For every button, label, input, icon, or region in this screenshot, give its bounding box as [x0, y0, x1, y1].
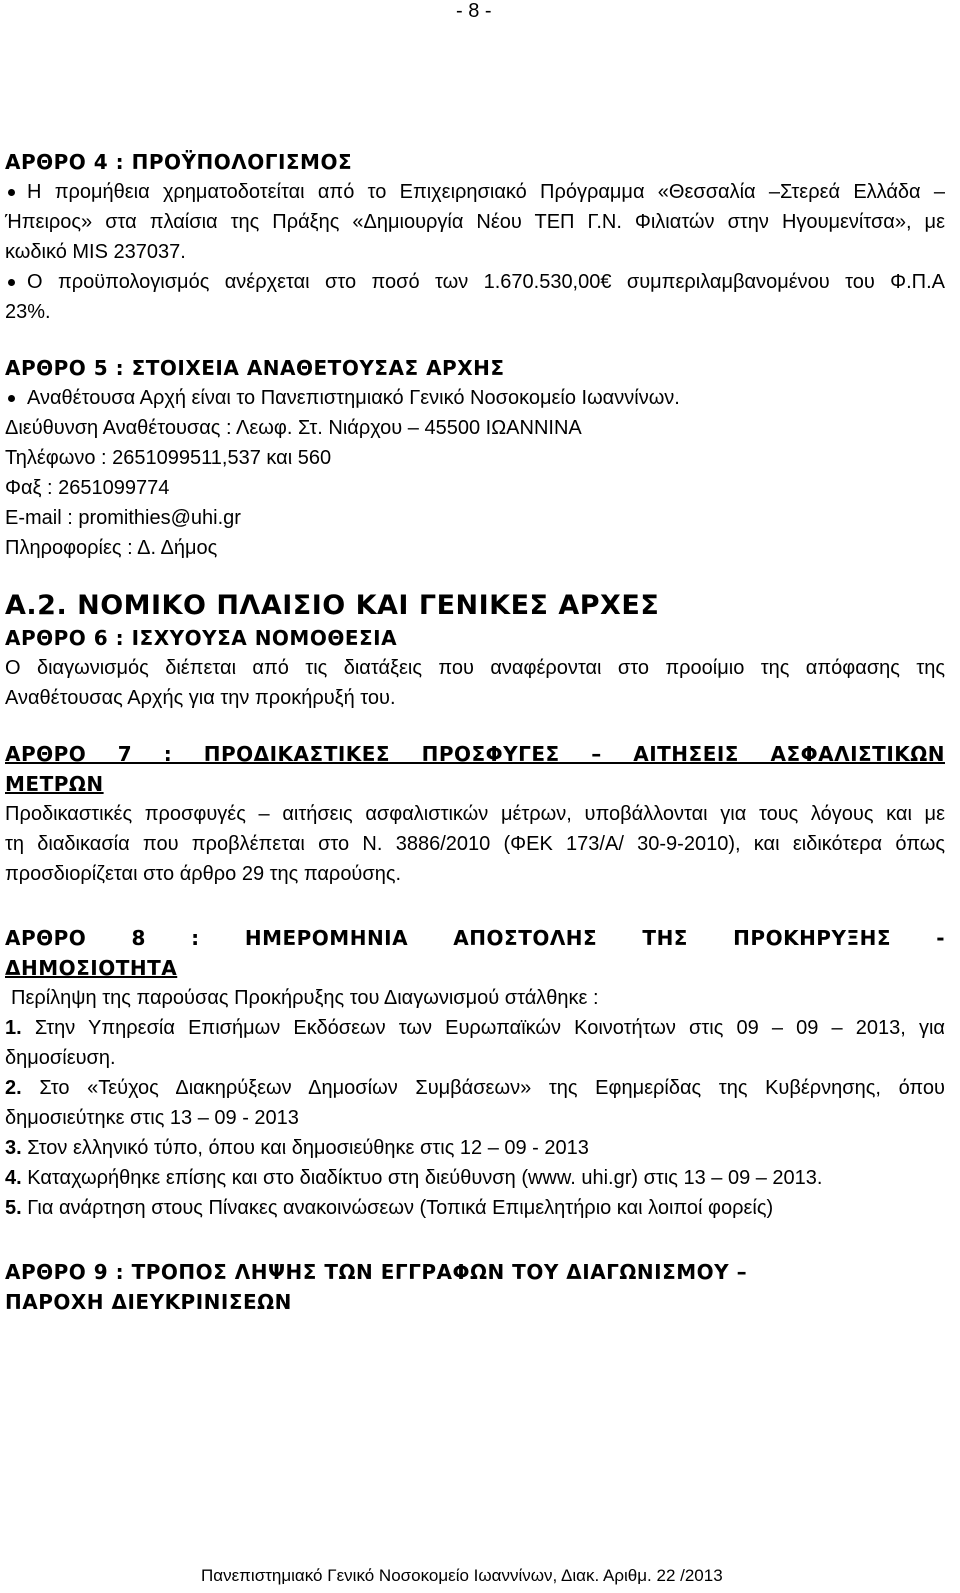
- article-5-bullet: [5, 383, 945, 413]
- item-number: 5.: [5, 1197, 22, 1219]
- item-4: [5, 1163, 945, 1193]
- item-2: [5, 1073, 945, 1133]
- article-9-heading: ΑΡΘΡΟ 9 : ΤΡΟΠΟΣ ΛΗΨΗΣ ΤΩΝ ΕΓΓΡΑΦΩΝ ΤΟΥ ΔΙΑΓΩΝΙΣΜΟΥ –: [5, 1260, 748, 1284]
- bullet-icon: [8, 189, 15, 196]
- page-footer: Πανεπιστημιακό Γενικό Νοσοκομείο Ιωαννίνων, Διακ. Αριθμ. 22 /2013: [201, 1566, 723, 1585]
- text-line: 23%.: [5, 301, 51, 323]
- text-line: Αναθέτουσα Αρχή είναι το Πανεπιστημιακό Γενικό Νοσοκομείο Ιωαννίνων.: [27, 387, 680, 409]
- page-number: - 8 -: [456, 0, 492, 22]
- text-line: Ο διαγωνισμός διέπεται από τις διατάξεις που αναφέρονται στο προοίμιο της απόφασης της: [5, 657, 945, 679]
- article-8-heading-cont: [5, 953, 945, 983]
- item-text: Για ανάρτηση στους Πίνακες ανακοινώσεων (Τοπικά Επιμελητήριο και λοιποί φορείς): [27, 1197, 774, 1219]
- item-text: Στο «Τεύχος Διακηρύξεων Δημοσίων Συμβάσεων» της Εφημερίδας της Κυβέρνησης, όπου: [39, 1077, 945, 1099]
- phone-line: Τηλέφωνο : 2651099511,537 και 560: [5, 447, 332, 469]
- fax-line: Φαξ : 2651099774: [5, 477, 170, 499]
- article-7-heading-cont: [5, 769, 945, 799]
- article-5-heading: ΑΡΘΡΟ 5 : ΣΤΟΙΧΕΙΑ ΑΝΑΘΕΤΟΥΣΑΣ ΑΡΧΗΣ: [5, 356, 505, 380]
- text-line: Αναθέτουσας Αρχής για την προκήρυξή του.: [5, 687, 396, 709]
- text-line: κωδικό MIS 237037.: [5, 241, 186, 263]
- article-4-heading: ΑΡΘΡΟ 4 : ΠΡΟΫΠΟΛΟΓΙΣΜΟΣ: [5, 150, 353, 174]
- address-line: Διεύθυνση Αναθέτουσας : Λεωφ. Στ. Νιάρχου – 45500 ΙΩΑΝΝΙΝΑ: [5, 417, 582, 439]
- text-line: Ήπειρος» στα πλαίσια της Πράξης «Δημιουργία Νέου ΤΕΠ Γ.Ν. Φιλιατών στην Ηγουμενίτσα», με: [5, 211, 945, 233]
- text-line: Ο προϋπολογισμός ανέρχεται στο ποσό των 1.670.530,00€ συμπεριλαμβανομένου του Φ.Π.Α: [27, 271, 945, 293]
- item-number: 4.: [5, 1167, 22, 1189]
- article-9-heading-cont: ΠΑΡΟΧΗ ΔΙΕΥΚΡΙΝΙΣΕΩΝ: [5, 1290, 292, 1314]
- bullet-icon: [8, 395, 15, 402]
- article-7-heading: [5, 739, 945, 769]
- text-line: τη διαδικασία που προβλέπεται στο Ν. 3886/2010 (ΦΕΚ 173/Α/ 30-9-2010), και ειδικότερα όπως: [5, 833, 945, 855]
- text-line: προσδιορίζεται στο άρθρο 29 της παρούσης.: [5, 863, 402, 885]
- article-8-intro: Περίληψη της παρούσας Προκήρυξης του Διαγωνισμού στάλθηκε :: [11, 987, 599, 1009]
- item-5: [5, 1193, 945, 1223]
- page-content: [5, 147, 945, 1317]
- info-line: Πληροφορίες : Δ. Δήμος: [5, 537, 218, 559]
- heading-line: ΑΡΘΡΟ 7 : ΠΡΟΔΙΚΑΣΤΙΚΕΣ ΠΡΟΣΦΥΓΕΣ – ΑΙΤΗΣΕΙΣ ΑΣΦΑΛΙΣΤΙΚΩΝ: [5, 742, 945, 766]
- item-number: 3.: [5, 1137, 22, 1159]
- item-text: Στην Υπηρεσία Επισήμων Εκδόσεων των Ευρωπαϊκών Κοινοτήτων στις 09 – 09 – 2013, για: [34, 1017, 945, 1039]
- item-text: Καταχωρήθηκε επίσης και στο διαδίκτυο στη διεύθυνση (www. uhi.gr) στις 13 – 09 – 2013.: [27, 1167, 823, 1189]
- article-4-bullet-1: [5, 177, 945, 207]
- item-number: 1.: [5, 1017, 22, 1039]
- item-number: 2.: [5, 1077, 22, 1099]
- email-line: E-mail : promithies@uhi.gr: [5, 507, 241, 529]
- text-line: Η προμήθεια χρηματοδοτείται από το Επιχειρησιακό Πρόγραμμα «Θεσσαλία –Στερεά Ελλάδα –: [27, 181, 945, 203]
- heading-line: ΜΕΤΡΩΝ: [5, 772, 104, 796]
- item-text: δημοσίευση.: [5, 1047, 116, 1069]
- section-a2-heading: Α.2. ΝΟΜΙΚΟ ΠΛΑΙΣΙΟ ΚΑΙ ΓΕΝΙΚΕΣ ΑΡΧΕΣ: [5, 590, 660, 621]
- bullet-icon: [8, 279, 15, 286]
- text-line: Προδικαστικές προσφυγές – αιτήσεις ασφαλιστικών μέτρων, υποβάλλονται για τους λόγους και με: [5, 803, 945, 825]
- article-6-heading: ΑΡΘΡΟ 6 : ΙΣΧΥΟΥΣΑ ΝΟΜΟΘΕΣΙΑ: [5, 626, 398, 650]
- article-8-heading: ΑΡΘΡΟ 8 : ΗΜΕΡΟΜΗΝΙΑ ΑΠΟΣΤΟΛΗΣ ΤΗΣ ΠΡΟΚΗΡΥΞΗΣ -: [5, 926, 945, 950]
- article-4-bullet-2: [5, 267, 945, 297]
- item-text: δημοσιεύτηκε στις 13 – 09 - 2013: [5, 1107, 299, 1129]
- item-3: [5, 1133, 945, 1163]
- item-1: [5, 1013, 945, 1073]
- item-text: Στον ελληνικό τύπο, όπου και δημοσιεύθηκε στις 12 – 09 - 2013: [27, 1137, 589, 1159]
- heading-line: ΔΗΜΟΣΙΟΤΗΤΑ: [5, 956, 178, 980]
